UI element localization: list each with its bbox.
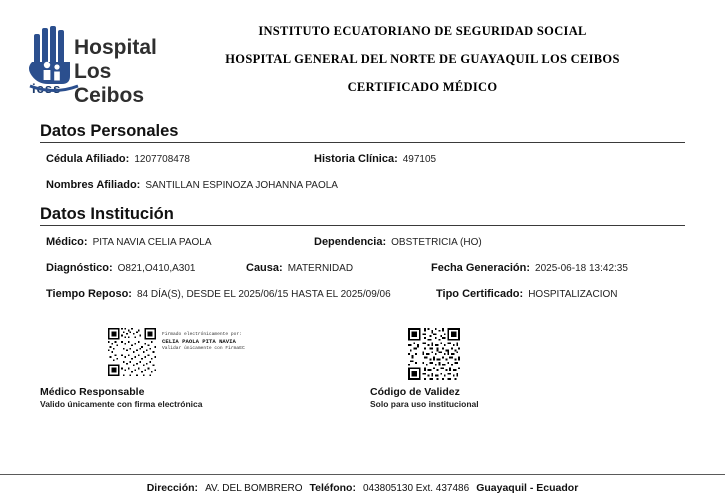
medico-signature-inner — [40, 328, 330, 380]
field-medico — [46, 236, 314, 248]
row-nombres — [40, 179, 685, 191]
personal-data-section — [0, 122, 725, 191]
institution-title: INSTITUTO ECUATORIANO DE SEGURIDAD SOCIAL — [258, 24, 587, 38]
document-title: CERTIFICADO MÉDICO — [347, 80, 498, 94]
medico-label: Médico: — [46, 236, 88, 248]
codigo-validez-caption: Código de Validez — [370, 386, 460, 398]
hospital-logo — [18, 18, 178, 107]
institution-section-title: Datos Institución — [40, 205, 685, 226]
header-titles — [178, 18, 707, 108]
field-historia — [314, 153, 685, 165]
field-nombres — [46, 179, 338, 191]
tiempo-reposo-value: 84 DÍA(S), DESDE EL 2025/06/15 HASTA EL 2025/09/06 — [136, 289, 391, 300]
codigo-validez-inner — [370, 328, 620, 380]
svg-text:iess: iess — [32, 81, 62, 96]
institution-data-section — [0, 205, 725, 300]
dependencia-label: Dependencia: — [314, 236, 387, 248]
dependencia-value: OBSTETRICIA (HO) — [391, 237, 482, 248]
field-tipo-certificado — [436, 288, 685, 300]
nombres-label: Nombres Afiliado: — [46, 179, 141, 191]
medico-responsable-subcaption: Valido únicamente con firma electrónica — [40, 399, 203, 409]
personal-section-title: Datos Personales — [40, 122, 685, 143]
diagnostico-label: Diagnóstico: — [46, 262, 113, 274]
medico-value: PITA NAVIA CELIA PAOLA — [92, 237, 212, 248]
qr-code-validez-icon — [408, 328, 460, 380]
row-cedula-historia — [40, 153, 685, 165]
causa-label: Causa: — [246, 262, 283, 274]
tipo-certificado-label: Tipo Certificado: — [436, 288, 524, 300]
fecha-generacion-label: Fecha Generación: — [431, 262, 531, 274]
field-tiempo-reposo — [46, 288, 436, 300]
nombres-value: SANTILLAN ESPINOZA JOHANNA PAOLA — [145, 180, 338, 191]
cedula-value: 1207708478 — [134, 154, 190, 165]
codigo-validez-block — [370, 328, 620, 409]
historia-value: 497105 — [402, 154, 437, 165]
fecha-generacion-value: 2025-06-18 13:42:35 — [535, 263, 628, 274]
signature-area — [0, 314, 725, 409]
field-diagnostico — [46, 262, 246, 274]
firma-line3: Validar únicamente con FirmaEC — [162, 345, 245, 351]
direccion-value: AV. DEL BOMBRERO — [205, 483, 303, 494]
field-causa — [246, 262, 431, 274]
logo-name-line2: Los Ceibos — [74, 60, 145, 107]
qr-code-signature-icon — [108, 328, 156, 376]
field-dependencia — [314, 236, 685, 248]
codigo-validez-subcaption: Solo para uso institucional — [370, 399, 479, 409]
document-header — [0, 0, 725, 108]
tipo-certificado-value: HOSPITALIZACION — [528, 289, 618, 300]
row-reposo-tipo — [40, 288, 685, 300]
logo-name-line1: Hospital — [74, 36, 157, 59]
footer-content — [0, 482, 725, 494]
row-medico-dependencia — [40, 236, 685, 248]
direccion-label: Dirección: — [146, 482, 199, 494]
document-footer — [0, 474, 725, 502]
field-cedula — [46, 153, 314, 165]
digital-signature-text — [162, 328, 245, 352]
telefono-value: 043805130 Ext. 437486 — [362, 483, 470, 494]
causa-value: MATERNIDAD — [287, 263, 354, 274]
hospital-title: HOSPITAL GENERAL DEL NORTE DE GUAYAQUIL LOS CEIBOS — [225, 52, 620, 66]
firma-name: CELIA PAOLA PITA NAVIA — [162, 338, 236, 346]
firma-line1: Firmado electrónicamente por: — [162, 332, 242, 337]
diagnostico-value: O821,O410,A301 — [117, 263, 196, 274]
cedula-label: Cédula Afiliado: — [46, 153, 130, 165]
historia-label: Historia Clínica: — [314, 153, 398, 165]
ciudad-value: Guayaquil - Ecuador — [476, 482, 579, 494]
row-diagnostico-causa-fecha — [40, 262, 685, 274]
telefono-label: Teléfono: — [309, 482, 356, 494]
tiempo-reposo-label: Tiempo Reposo: — [46, 288, 132, 300]
medico-signature-block — [40, 328, 330, 409]
medico-responsable-caption: Médico Responsable — [40, 386, 145, 398]
field-fecha-generacion — [431, 262, 685, 274]
